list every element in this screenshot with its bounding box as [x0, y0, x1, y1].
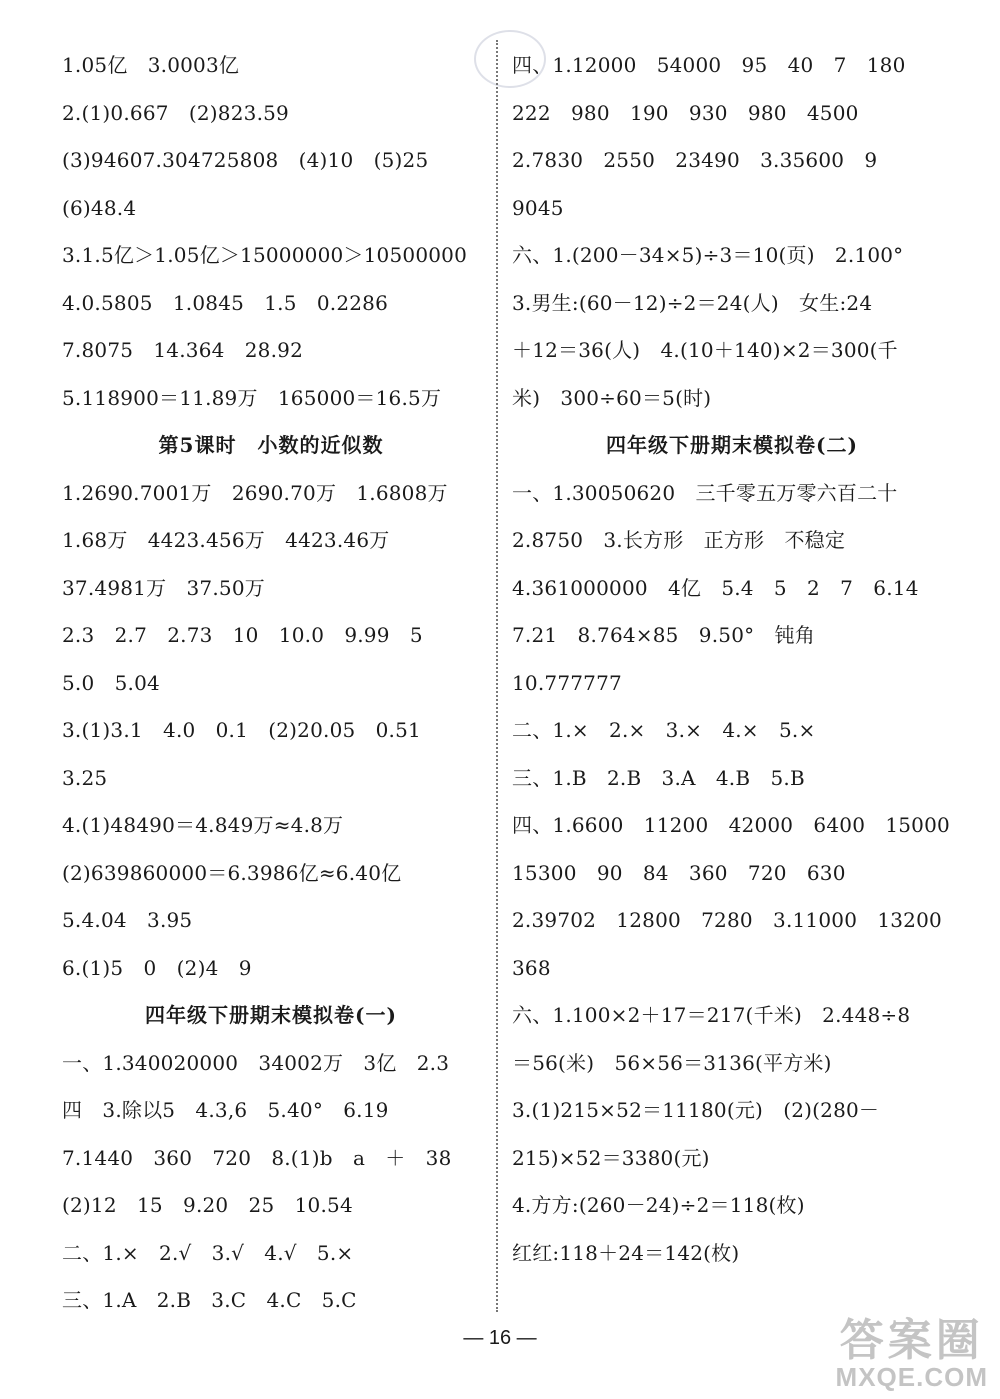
answer-line: 一、1.340020000 34002万 3亿 2.3	[62, 1050, 450, 1075]
answer-line: 7.21 8.764×85 9.50° 钝角	[512, 623, 815, 647]
answer-line: 六、1.(200－34×5)÷3＝10(页) 2.100°	[512, 243, 904, 267]
answer-line: 2.39702 12800 7280 3.11000 13200	[512, 908, 942, 932]
answer-line: 5.118900＝11.89万 165000＝16.5万	[62, 385, 442, 410]
answer-line: 7.1440 360 720 8.(1)b a ＋ 38	[62, 1145, 452, 1170]
answer-line: 四、1.12000 54000 95 40 7 180	[512, 53, 906, 77]
answer-line: 二、1.× 2.√ 3.√ 4.√ 5.×	[62, 1240, 354, 1265]
answer-line: 2.(1)0.667 (2)823.59	[62, 100, 289, 125]
answer-line: 3.1.5亿＞1.05亿＞15000000＞10500000	[62, 243, 468, 267]
answer-line: ＋12＝36(人) 4.(10＋140)×2＝300(千	[512, 338, 898, 362]
answer-line: 三、1.B 2.B 3.A 4.B 5.B	[512, 765, 805, 790]
answer-line: 4.方方:(260－24)÷2＝118(枚)	[512, 1193, 805, 1217]
answer-line: 二、1.× 2.× 3.× 4.× 5.×	[512, 718, 816, 742]
answer-line: (2)639860000＝6.3986亿≈6.40亿	[62, 860, 402, 885]
left-column	[62, 42, 480, 1325]
answer-line: 2.8750 3.长方形 正方形 不稳定	[512, 528, 846, 552]
watermark-title: 答案圈	[839, 1316, 984, 1365]
section-heading-mock-exam-1: 四年级下册期末模拟卷(一)	[145, 1003, 397, 1027]
answer-line: 3.(1)3.1 4.0 0.1 (2)20.05 0.51	[62, 718, 421, 742]
watermark-domain: MXQE.COM	[835, 1362, 988, 1392]
answer-line: (6)48.4	[62, 195, 137, 220]
answer-line: 1.2690.7001万 2690.70万 1.6808万	[62, 480, 448, 505]
answer-line: 6.(1)5 0 (2)4 9	[62, 955, 252, 980]
answer-line: (2)12 15 9.20 25 10.54	[62, 1193, 353, 1217]
answer-line: 222 980 190 930 980 4500	[512, 100, 859, 125]
answer-line: 10.777777	[512, 670, 622, 695]
answer-line: 4.(1)48490＝4.849万≈4.8万	[62, 813, 344, 837]
answer-line: 5.4.04 3.95	[62, 908, 193, 932]
answer-line: 215)×52＝3380(元)	[512, 1145, 710, 1170]
answer-line: 15300 90 84 360 720 630	[512, 860, 846, 885]
answer-line: 六、1.100×2＋17＝217(千米) 2.448÷8	[512, 1003, 911, 1027]
answer-line: 1.05亿 3.0003亿	[62, 53, 240, 77]
section-heading-mock-exam-2: 四年级下册期末模拟卷(二)	[606, 433, 858, 457]
answer-line: 2.3 2.7 2.73 10 10.0 9.99 5	[62, 623, 423, 647]
answer-line: 红红:118＋24＝142(枚)	[512, 1240, 740, 1265]
answer-line: 5.0 5.04	[62, 670, 160, 695]
answer-line: 3.男生:(60－12)÷2＝24(人) 女生:24	[512, 290, 873, 315]
answer-line: 9045	[512, 195, 564, 220]
site-watermark-logo	[836, 1304, 988, 1393]
answer-line: 一、1.30050620 三千零五万零六百二十	[512, 480, 898, 505]
answer-line: ＝56(米) 56×56＝3136(平方米)	[512, 1050, 832, 1075]
answer-line: 3.(1)215×52＝11180(元) (2)(280－	[512, 1098, 880, 1122]
answer-line: 四、1.6600 11200 42000 6400 15000	[512, 813, 950, 837]
answer-line: 三、1.A 2.B 3.C 4.C 5.C	[62, 1288, 357, 1312]
section-heading-lesson-5: 第5课时 小数的近似数	[158, 433, 384, 457]
answer-line: (3)94607.304725808 (4)10 (5)25	[62, 148, 429, 172]
answer-line: 四 3.除以5 4.3,6 5.40° 6.19	[62, 1098, 389, 1122]
answer-line: 7.8075 14.364 28.92	[62, 338, 304, 362]
answer-line: 368	[512, 955, 551, 980]
answer-line: 3.25	[62, 765, 108, 790]
answer-line: 37.4981万 37.50万	[62, 575, 265, 600]
answer-line: 4.0.5805 1.0845 1.5 0.2286	[62, 290, 389, 315]
answer-line: 1.68万 4423.456万 4423.46万	[62, 528, 390, 552]
page-number: — 16 —	[463, 1327, 537, 1349]
answer-line: 2.7830 2550 23490 3.35600 9	[512, 148, 878, 172]
answer-line: 米) 300÷60＝5(时)	[512, 385, 712, 410]
right-column	[512, 42, 952, 1277]
column-divider	[496, 40, 498, 1312]
answer-line: 4.361000000 4亿 5.4 5 2 7 6.14	[512, 575, 919, 600]
